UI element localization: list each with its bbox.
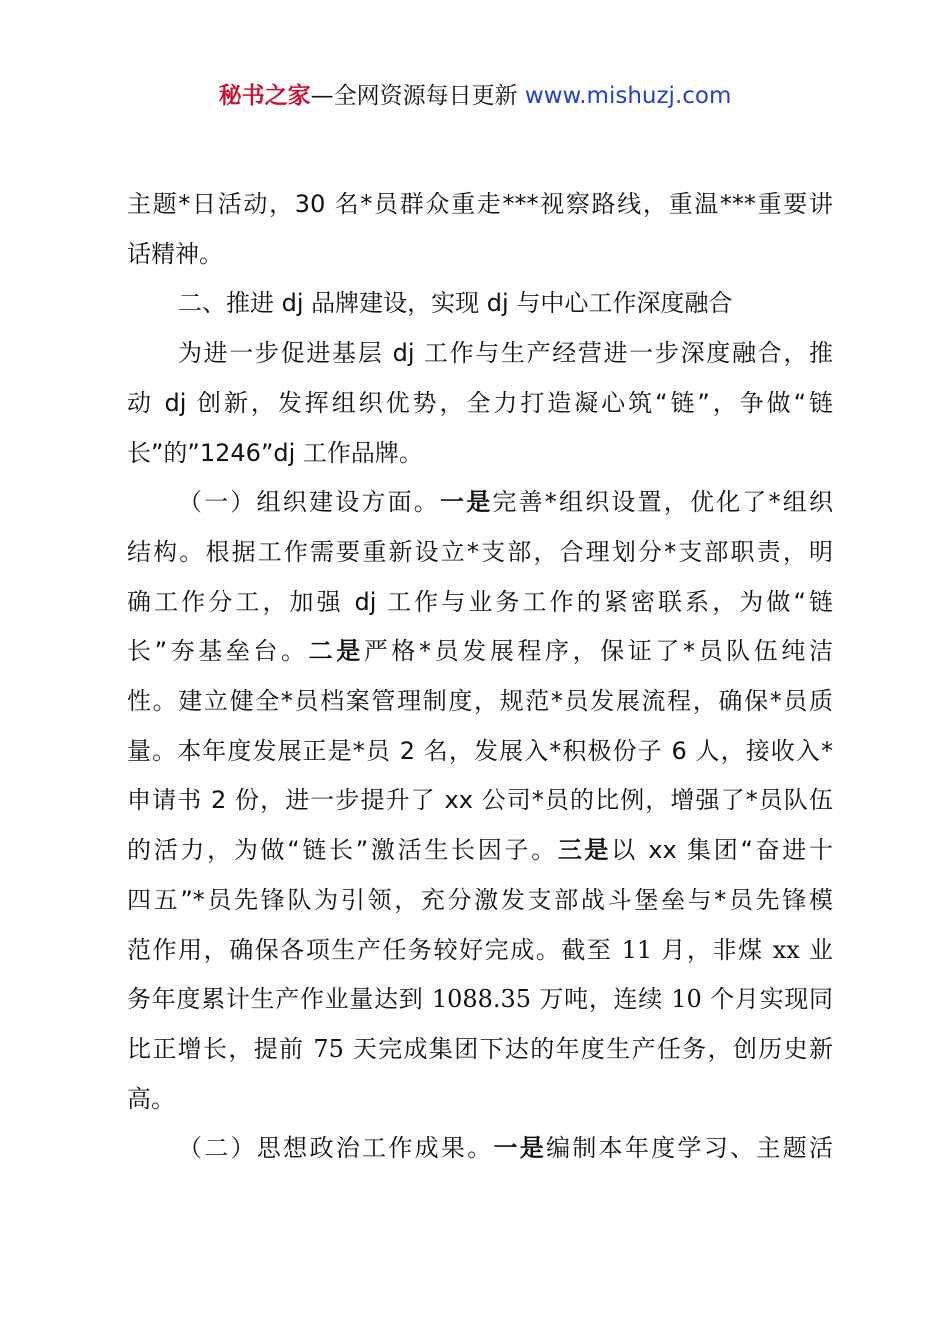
text-run: 个月实现同: [710, 985, 833, 1014]
text-line: [127, 1124, 833, 1174]
text-run: 长”夯基垒台。: [127, 637, 309, 666]
paragraph-ideology: [127, 1124, 833, 1174]
text-run: 月，非煤: [661, 935, 764, 964]
text-line: 结构。根据工作需要重新设立*支部，合理划分*支部职责，明: [127, 537, 833, 566]
paragraph-continuation: [127, 180, 833, 279]
number-run: 1088.35: [431, 985, 532, 1014]
text-run: 范作用，确保各项生产任务较好完成。截至: [127, 935, 613, 964]
text-line: [127, 926, 833, 976]
paragraph-organization: [127, 478, 833, 1124]
header-slogan: —全网资源每日更新: [310, 83, 525, 109]
text-line: 量。本年度发展正是*员 2 名，发展入*积极份子 6 人，接收入*: [127, 736, 833, 765]
text-run: 的活力，为做“链长”激活生长因子。: [127, 836, 558, 865]
number-run: 10: [671, 985, 702, 1014]
text-run: 完善*组织设置，优化了*组织: [492, 488, 834, 517]
subsection-title: （二）思想政治工作成果。: [178, 1134, 494, 1163]
section-heading: [127, 279, 833, 329]
bold-marker: 一是: [440, 488, 493, 517]
text-line: 确工作分工，加强 dj 工作与业务工作的紧密联系，为做“链: [127, 587, 833, 616]
text-line: 主题*日活动，30 名*员群众重走***视察路线，重温***重要讲: [127, 190, 833, 218]
text-line: 长”的”1246”dj 工作品牌。: [127, 438, 423, 467]
text-line: 申请书 2 份，进一步提升了 xx 公司*员的比例，增强了*员队伍: [127, 786, 833, 815]
text-line: 动 dj 创新，发挥组织优势，全力打造凝心筑“链”，争做“链: [127, 388, 833, 417]
text-line: 四五”*员先锋队为引领，充分激发支部战斗堡垒与*员先锋模: [127, 885, 833, 914]
bold-marker: 二是: [308, 637, 364, 666]
text-run: 严格*员发展程序，保证了*员队伍纯洁: [363, 637, 834, 666]
text-line: [127, 1025, 833, 1075]
text-run: 天完成集团下达的年度生产任务，创历史新: [352, 1034, 833, 1063]
text-line: [127, 975, 833, 1025]
section-heading-text: 二、推进 dj 品牌建设，实现 dj 与中心工作深度融合: [178, 289, 733, 318]
text-line: [127, 826, 833, 876]
document-body: [127, 180, 833, 1174]
text-line: 高。: [127, 1084, 175, 1113]
subsection-title: （一）组织建设方面。: [178, 488, 440, 517]
text-run: 编制本年度学习、主题活: [546, 1134, 834, 1163]
header-url[interactable]: www.mishuzj.com: [524, 83, 732, 109]
text-line: 话精神。: [127, 239, 223, 268]
text-line: [127, 627, 833, 677]
bold-marker: 一是: [493, 1134, 547, 1163]
text-line: [127, 478, 833, 528]
bold-marker: 三是: [557, 836, 612, 865]
text-line: 为进一步促进基层 dj 工作与生产经营进一步深度融合，推: [178, 339, 833, 368]
brand-name: 秘书之家: [218, 83, 311, 109]
paragraph-intro: [127, 329, 833, 478]
number-run: xx: [772, 935, 800, 964]
page-header: [0, 78, 950, 114]
text-line: 性。建立健全*员档案管理制度，规范*员发展流程，确保*员质: [127, 687, 833, 716]
text-run: 务年度累计生产作业量达到: [127, 985, 424, 1014]
number-run: 75: [313, 1034, 344, 1063]
text-run: 以 xx 集团“奋进十: [611, 836, 833, 865]
text-run: 业: [809, 935, 834, 964]
text-run: 万吨，连续: [539, 985, 663, 1014]
text-run: 比正增长，提前: [127, 1034, 305, 1063]
number-run: 11: [621, 935, 653, 964]
